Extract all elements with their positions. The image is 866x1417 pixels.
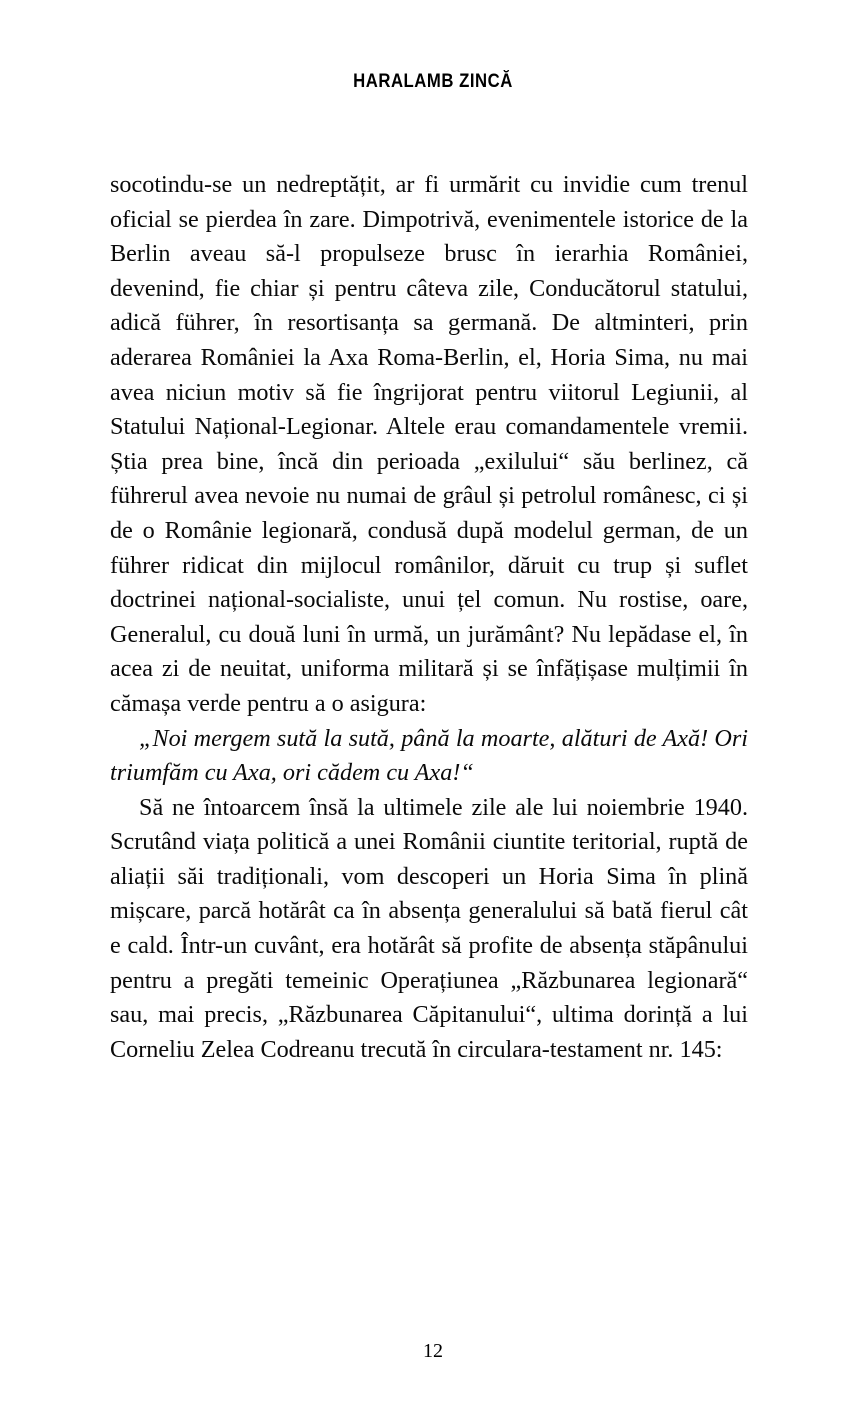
running-head-author: HARALAMB ZINCĂ [353,71,513,92]
paragraph-body: Să ne întoarcem însă la ultimele zile ale lui noiembrie 1940. Scrutând viața politică a unei Românii ciuntite teritorial, ruptă de aliații săi tradiționali, vom descoperi un Horia Sima în plină mișcare, parcă hotărât ca în absența generalului să bată fierul cât e cald. Într-un cuvânt, era hotărât să profite de absența stăpânului pentru a pregăti temeinic Operațiunea „Răzbunarea legionară“ sau, mai precis, „Răzbunarea Căpitanului“, ultima dorință a lui Corneliu Zelea Codreanu trecută în circulara-testament nr. 145: [110,793,748,1063]
paragraph-continuation: socotindu-se un nedreptățit, ar fi urmărit cu invidie cum trenul oficial se pierdea în zare. Dimpotrivă, evenimentele istorice de la Berlin aveau să-l propulseze brusc în ierarhia României, devenind, fie chiar și pentru câteva zile, Conducătorul statului, adică führer, în resortisanța sa germană. De altminteri, prin aderarea României la Axa Roma-Berlin, el, Horia Sima, nu mai avea niciun motiv să fie îngrijorat pentru viitorul Legiunii, al Statului Național-Legionar. Altele erau comandamentele vremii. Știa prea bine, încă din perioada „exilului“ său berlinez, că führerul avea nevoie nu numai de grâul și petrolul românesc, ci și de o Românie legionară, condusă după modelul german, de un führer ridicat din mijlocul românilor, dăruit cu trup și suflet doctrinei național-socialiste, unui țel comun. Nu rostise, oare, Generalul, cu două luni în urmă, un jurământ? Nu lepădase el, în acea zi de neuitat, uniforma militară și se înfățișase mulțimii în cămașa verde pentru a o asigura: [110,171,748,717]
block-quotation: „Noi mergem sută la sută, până la moarte, alături de Axă! Ori triumfăm cu Axa, ori cădem cu Axa!“ [110,724,748,787]
body-text-block [110,168,748,1067]
page-number: 12 [423,1340,443,1362]
